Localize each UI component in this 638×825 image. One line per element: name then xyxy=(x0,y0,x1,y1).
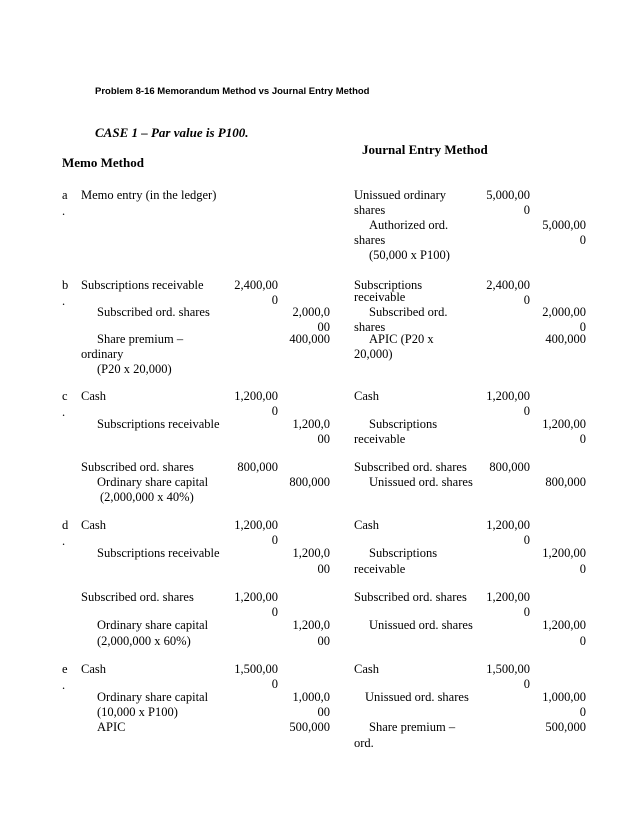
memo-credit-amount-cont: 00 xyxy=(317,634,330,648)
memo-line: Subscribed ord. shares xyxy=(81,460,194,474)
memo-debit-amount: 1,200,00 xyxy=(234,590,278,604)
memo-line: Memo entry (in the ledger) xyxy=(81,188,217,202)
je-line: Unissued ordinary xyxy=(354,188,446,202)
je-line: Cash xyxy=(354,389,379,403)
je-line: (50,000 x P100) xyxy=(369,248,450,262)
je-line: Subscriptions xyxy=(369,546,438,560)
je-debit-amount: 1,200,00 xyxy=(486,389,530,403)
je-debit-amount: 1,200,00 xyxy=(486,590,530,604)
entry-letter: b xyxy=(62,278,69,292)
je-line: Subscribed ord. xyxy=(369,305,448,319)
memo-debit-amount: 1,500,00 xyxy=(234,662,278,676)
memo-line: Ordinary share capital xyxy=(97,475,209,489)
memo-line: Cash xyxy=(81,389,106,403)
memo-line: (10,000 x P100) xyxy=(97,705,178,719)
memo-line: Ordinary share capital xyxy=(97,618,209,632)
je-debit-amount-cont: 0 xyxy=(523,605,530,619)
memo-credit-amount: 800,000 xyxy=(289,475,330,489)
je-debit-amount-cont: 0 xyxy=(523,404,530,418)
je-credit-amount-cont: 0 xyxy=(579,320,586,334)
memo-method-heading: Memo Method xyxy=(62,155,144,170)
memo-credit-amount: 1,000,0 xyxy=(292,690,330,704)
memo-line: Subscriptions receivable xyxy=(97,417,220,431)
je-line: Share premium – xyxy=(369,720,456,734)
je-credit-amount-cont: 0 xyxy=(579,432,586,446)
memo-credit-amount-cont: 00 xyxy=(317,562,330,576)
je-line: shares xyxy=(354,203,386,217)
entry-letter: a xyxy=(62,188,68,202)
entry-letter-period: . xyxy=(62,204,66,218)
je-line: receivable xyxy=(354,562,406,576)
je-credit-amount-cont: 0 xyxy=(579,705,586,719)
je-line: receivable xyxy=(354,432,406,446)
je-debit-amount-cont: 0 xyxy=(523,677,530,691)
je-credit-amount: 1,200,00 xyxy=(542,618,586,632)
je-credit-amount: 400,000 xyxy=(545,332,586,346)
memo-line: Subscriptions receivable xyxy=(97,546,220,560)
entry-letter-period: . xyxy=(62,405,66,419)
memo-debit-amount-cont: 0 xyxy=(271,533,278,547)
je-credit-amount: 1,200,00 xyxy=(542,546,586,560)
memo-credit-amount: 1,200,0 xyxy=(292,417,330,431)
je-credit-amount-cont: 0 xyxy=(579,634,586,648)
je-line: 20,000) xyxy=(354,347,393,361)
entry-letter-period: . xyxy=(62,294,66,308)
memo-credit-amount: 1,200,0 xyxy=(292,618,330,632)
je-credit-amount: 800,000 xyxy=(545,475,586,489)
je-debit-amount: 2,400,00 xyxy=(486,278,530,292)
entry-letter: d xyxy=(62,518,69,532)
je-debit-amount: 800,000 xyxy=(489,460,530,474)
entry-letter-period: . xyxy=(62,534,66,548)
je-line: APIC (P20 x xyxy=(369,332,434,346)
memo-credit-amount: 400,000 xyxy=(289,332,330,346)
entry-letter: e xyxy=(62,662,68,676)
je-credit-amount: 1,000,00 xyxy=(542,690,586,704)
memo-debit-amount: 2,400,00 xyxy=(234,278,278,292)
je-line: Subscriptions xyxy=(369,417,438,431)
je-line: Subscriptions xyxy=(354,278,423,292)
je-line: Subscribed ord. shares xyxy=(354,590,467,604)
je-credit-amount-cont: 0 xyxy=(579,233,586,247)
je-line: Unissued ord. shares xyxy=(365,690,469,704)
je-line: Subscribed ord. shares xyxy=(354,460,467,474)
memo-credit-amount: 2,000,0 xyxy=(292,305,330,319)
memo-debit-amount-cont: 0 xyxy=(271,293,278,307)
je-line: ord. xyxy=(354,736,374,750)
je-credit-amount: 5,000,00 xyxy=(542,218,586,232)
je-debit-amount-cont: 0 xyxy=(523,203,530,217)
je-line: receivable xyxy=(354,290,406,304)
je-debit-amount-cont: 0 xyxy=(523,293,530,307)
je-line: Cash xyxy=(354,518,379,532)
problem-title: Problem 8-16 Memorandum Method vs Journal Entry Method xyxy=(95,86,370,97)
memo-line: Share premium – xyxy=(97,332,184,346)
memo-line: Ordinary share capital xyxy=(97,690,209,704)
je-credit-amount-cont: 0 xyxy=(579,562,586,576)
memo-debit-amount: 1,200,00 xyxy=(234,518,278,532)
memo-credit-amount-cont: 00 xyxy=(317,432,330,446)
memo-credit-amount-cont: 00 xyxy=(317,705,330,719)
je-credit-amount: 1,200,00 xyxy=(542,417,586,431)
memo-line: Cash xyxy=(81,662,106,676)
memo-debit-amount: 1,200,00 xyxy=(234,389,278,403)
je-debit-amount-cont: 0 xyxy=(523,533,530,547)
entry-letter-period: . xyxy=(62,678,66,692)
memo-credit-amount: 500,000 xyxy=(289,720,330,734)
memo-credit-amount-cont: 00 xyxy=(317,320,330,334)
memo-line: (P20 x 20,000) xyxy=(97,362,172,376)
je-line: Unissued ord. shares xyxy=(369,618,473,632)
memo-credit-amount: 1,200,0 xyxy=(292,546,330,560)
memo-line: Subscriptions receivable xyxy=(81,278,204,292)
memo-debit-amount: 800,000 xyxy=(237,460,278,474)
je-debit-amount: 1,200,00 xyxy=(486,518,530,532)
memo-debit-amount-cont: 0 xyxy=(271,605,278,619)
je-debit-amount: 1,500,00 xyxy=(486,662,530,676)
memo-line: Subscribed ord. shares xyxy=(97,305,210,319)
memo-debit-amount-cont: 0 xyxy=(271,677,278,691)
je-line: shares xyxy=(354,320,386,334)
journal-entry-heading: Journal Entry Method xyxy=(362,142,488,157)
memo-line: Subscribed ord. shares xyxy=(81,590,194,604)
memo-line: ordinary xyxy=(81,347,124,361)
je-debit-amount: 5,000,00 xyxy=(486,188,530,202)
je-line: Authorized ord. xyxy=(369,218,449,232)
je-credit-amount: 500,000 xyxy=(545,720,586,734)
entry-letter: c xyxy=(62,389,68,403)
case-title: CASE 1 – Par value is P100. xyxy=(95,125,249,140)
memo-line: APIC xyxy=(97,720,126,734)
je-credit-amount: 2,000,00 xyxy=(542,305,586,319)
je-line: Cash xyxy=(354,662,379,676)
je-line: shares xyxy=(354,233,386,247)
je-line: Unissued ord. shares xyxy=(369,475,473,489)
memo-line: (2,000,000 x 40%) xyxy=(100,490,194,504)
memo-line: (2,000,000 x 60%) xyxy=(97,634,191,648)
memo-debit-amount-cont: 0 xyxy=(271,404,278,418)
memo-line: Cash xyxy=(81,518,106,532)
